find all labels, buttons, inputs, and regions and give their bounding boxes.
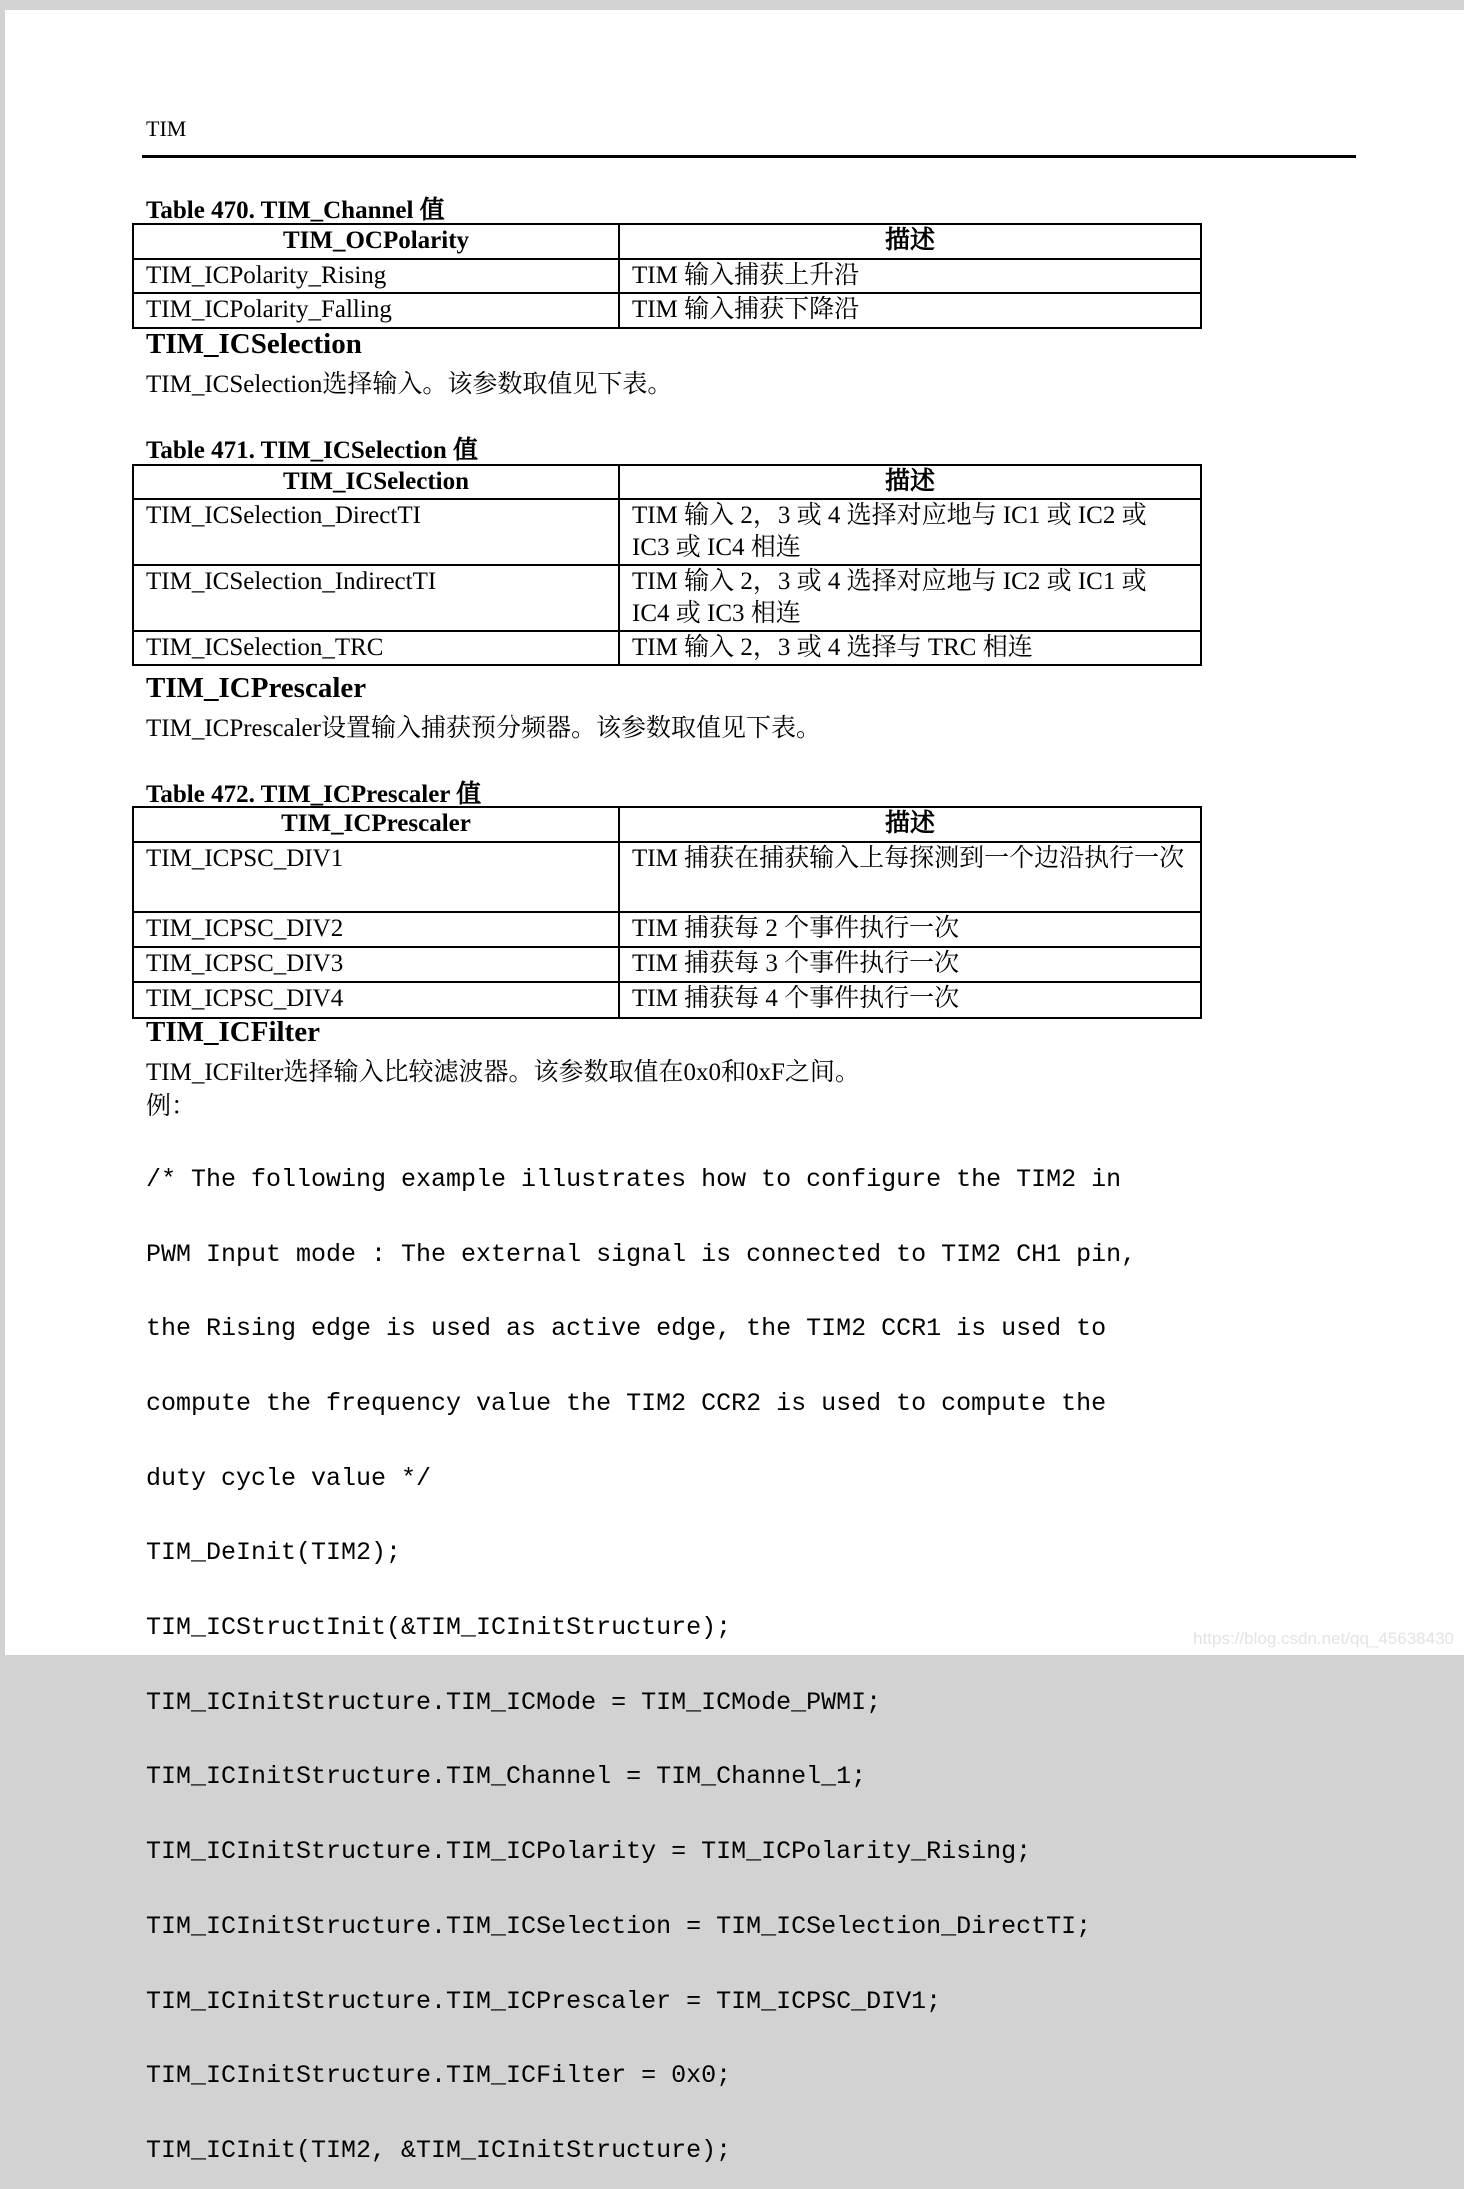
column-header: TIM_ICPrescaler <box>133 807 619 842</box>
table-472 <box>132 806 1202 1019</box>
code-line: /* The following example illustrates how to configure the TIM2 in <box>146 1164 1122 1194</box>
table-cell: TIM 捕获每 4 个事件执行一次 <box>619 982 1201 1018</box>
code-line: the Rising edge is used as active edge, the TIM2 CCR1 is used to <box>146 1314 1107 1344</box>
code-line: TIM_ICInitStructure.TIM_ICFilter = 0x0; <box>146 2061 732 2091</box>
table-cell: TIM 输入捕获上升沿 <box>619 259 1201 293</box>
section-description-icfilter: TIM_ICFilter选择输入比较滤波器。该参数取值在0x0和0xF之间。 <box>146 1059 860 1086</box>
table-471 <box>132 464 1202 666</box>
code-line: TIM_ICInitStructure.TIM_Channel = TIM_Channel_1; <box>146 1762 867 1792</box>
table-cell: TIM_ICPolarity_Rising <box>133 259 619 293</box>
section-title-icselection: TIM_ICSelection <box>146 328 362 360</box>
section-title-icprescaler: TIM_ICPrescaler <box>146 672 367 704</box>
code-line: duty cycle value */ <box>146 1463 432 1493</box>
table-cell: TIM 输入 2，3 或 4 选择对应地与 IC1 或 IC2 或 IC3 或 IC4 相连 <box>619 499 1201 565</box>
table-header-row <box>133 465 1201 499</box>
code-line: TIM_ICInitStructure.TIM_ICPolarity = TIM_ICPolarity_Rising; <box>146 1837 1032 1867</box>
table-cell: TIM 捕获每 2 个事件执行一次 <box>619 912 1201 947</box>
column-header: 描述 <box>619 807 1201 842</box>
table-472-caption: Table 472. TIM_ICPrescaler 值 <box>146 781 482 808</box>
code-example <box>146 1118 1136 2189</box>
table-cell: TIM 输入 2，3 或 4 选择与 TRC 相连 <box>619 631 1201 665</box>
table-cell: TIM_ICPSC_DIV2 <box>133 912 619 947</box>
table-cell: TIM 输入 2，3 或 4 选择对应地与 IC2 或 IC1 或 IC4 或 IC3 相连 <box>619 565 1201 631</box>
table-cell: TIM_ICPSC_DIV3 <box>133 947 619 982</box>
table-cell: TIM_ICSelection_IndirectTI <box>133 565 619 631</box>
table-cell: TIM_ICPSC_DIV4 <box>133 982 619 1018</box>
code-line: PWM Input mode : The external signal is connected to TIM2 CH1 pin, <box>146 1239 1137 1269</box>
column-header: TIM_ICSelection <box>133 465 619 499</box>
column-header: 描述 <box>619 465 1201 499</box>
column-header: 描述 <box>619 224 1201 259</box>
code-line: TIM_ICStructInit(&TIM_ICInitStructure); <box>146 1613 732 1643</box>
table-row <box>133 912 1201 947</box>
running-header: TIM <box>146 116 187 141</box>
code-line: TIM_ICInit(TIM2, &TIM_ICInitStructure); <box>146 2135 732 2165</box>
table-header-row <box>133 807 1201 842</box>
table-cell: TIM_ICPolarity_Falling <box>133 293 619 328</box>
watermark: https://blog.csdn.net/qq_45638430 <box>1193 1629 1454 1648</box>
table-row <box>133 565 1201 631</box>
header-rule <box>142 155 1356 158</box>
code-line: TIM_ICInitStructure.TIM_ICPrescaler = TIM_ICPSC_DIV1; <box>146 1986 942 2016</box>
table-cell: TIM_ICSelection_TRC <box>133 631 619 665</box>
code-line: TIM_ICInitStructure.TIM_ICSelection = TIM_ICSelection_DirectTI; <box>146 1911 1092 1941</box>
table-row <box>133 293 1201 328</box>
table-471-caption: Table 471. TIM_ICSelection 值 <box>146 437 478 464</box>
section-title-icfilter: TIM_ICFilter <box>146 1016 320 1048</box>
table-cell: TIM_ICSelection_DirectTI <box>133 499 619 565</box>
example-label: 例： <box>146 1093 197 1120</box>
table-row <box>133 499 1201 565</box>
table-cell: TIM 捕获在捕获输入上每探测到一个边沿执行一次 <box>619 842 1201 912</box>
table-cell: TIM 捕获每 3 个事件执行一次 <box>619 947 1201 982</box>
table-row <box>133 259 1201 293</box>
section-description-icselection: TIM_ICSelection选择输入。该参数取值见下表。 <box>146 371 673 398</box>
code-line: TIM_ICInitStructure.TIM_ICMode = TIM_ICMode_PWMI; <box>146 1687 882 1717</box>
table-row <box>133 842 1201 912</box>
section-description-icprescaler: TIM_ICPrescaler设置输入捕获预分频器。该参数取值见下表。 <box>146 715 821 742</box>
table-row <box>133 947 1201 982</box>
table-header-row <box>133 224 1201 259</box>
table-cell: TIM 输入捕获下降沿 <box>619 293 1201 328</box>
table-cell: TIM_ICPSC_DIV1 <box>133 842 619 912</box>
table-470-caption: Table 470. TIM_Channel 值 <box>146 197 445 224</box>
code-line: compute the frequency value the TIM2 CCR2 is used to compute the <box>146 1388 1107 1418</box>
table-row <box>133 631 1201 665</box>
table-470 <box>132 223 1202 329</box>
code-line: TIM_DeInit(TIM2); <box>146 1538 402 1568</box>
table-row <box>133 982 1201 1018</box>
column-header: TIM_OCPolarity <box>133 224 619 259</box>
